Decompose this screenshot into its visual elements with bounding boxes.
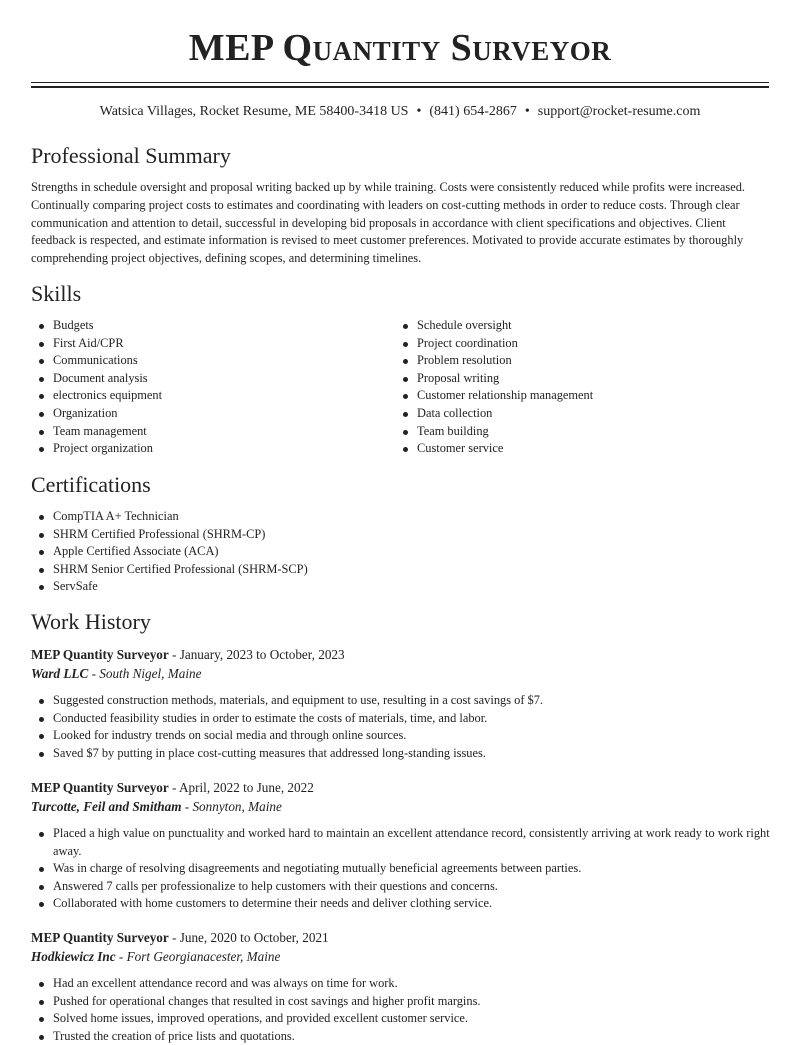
job-company-line [31,666,201,682]
contact-email: support@rocket-resume.com [537,104,701,119]
skill-item: Team management [31,423,391,441]
skills-list-right [395,317,765,458]
job-bullet: Pushed for operational changes that resulted in cost savings and higher profit margins. [31,993,771,1011]
job-company: Ward LLC [31,666,89,681]
skill-item: Organization [31,405,391,423]
certification-item: ServSafe [31,578,751,596]
contact-line [0,104,800,120]
job-bullet: Had an excellent attendance record and was always on time for work. [31,975,771,993]
contact-separator: • [416,104,422,119]
job-bullet: Was in charge of resolving disagreements and negotiating mutually beneficial agreements between parties. [31,860,771,878]
summary-heading: Professional Summary [31,143,231,168]
skill-item: First Aid/CPR [31,335,391,353]
job-bullet: Conducted feasibility studies in order to estimate the costs of materials, time, and labor. [31,710,771,728]
skill-item: Problem resolution [395,352,765,370]
skill-item: Customer relationship management [395,387,765,405]
job-bullets [31,692,771,762]
job-title-line [31,647,345,663]
certification-item: CompTIA A+ Technician [31,508,751,526]
summary-text: Strengths in schedule oversight and proposal writing backed up by while training. Costs were consistently reduced while profits were increased. Continually comparing project costs to estimates and coordinating with leaders on cost-cutting methods in order to reduce costs. Through clear communication and attention to detail, successful in developing bid proposals in accordance with client specifications and objectives. Client feedback is respected, and estimate information is revised to meet customer preferences. Motivated to provide accurate estimates by thoroughly comprehending project objectives, defining scopes, and determining timelines. [31,180,746,266]
job-bullet: Collaborated with home customers to determine their needs and deliver clothing service. [31,895,771,913]
skill-item: Proposal writing [395,370,765,388]
job-bullet: Answered 7 calls per professionalize to help customers with their questions and concerns. [31,878,771,896]
contact-address: Watsica Villages, Rocket Resume, ME 58400-3418 US [99,104,409,119]
job-company-line [31,799,282,815]
contact-separator: • [524,104,530,119]
skill-item: Data collection [395,405,765,423]
job-title: MEP Quantity Surveyor [31,647,169,662]
job-title: MEP Quantity Surveyor [31,780,169,795]
skill-item: electronics equipment [31,387,391,405]
job-company-line [31,949,280,965]
job-dates: - April, 2022 to June, 2022 [168,780,314,795]
title-divider-thick [31,86,769,88]
job-bullets [31,825,771,913]
skill-item: Schedule oversight [395,317,765,335]
skill-item: Document analysis [31,370,391,388]
skill-item: Communications [31,352,391,370]
certification-item: SHRM Senior Certified Professional (SHRM-SCP) [31,561,751,579]
work-history-heading: Work History [31,609,151,634]
job-bullet: Solved home issues, improved operations, and provided excellent customer service. [31,1010,771,1028]
job-title-line [31,780,314,796]
job-company: Hodkiewicz Inc [31,949,116,964]
job-bullet: Saved $7 by putting in place cost-cutting measures that addressed long-standing issues. [31,745,771,763]
job-dates: - June, 2020 to October, 2021 [168,930,329,945]
job-location: - Fort Georgianacester, Maine [115,949,281,964]
job-location: - Sonnyton, Maine [181,799,282,814]
skill-item: Project coordination [395,335,765,353]
certification-item: Apple Certified Associate (ACA) [31,543,751,561]
job-bullet: Looked for industry trends on social media and through online sources. [31,727,771,745]
job-company: Turcotte, Feil and Smitham [31,799,182,814]
skills-heading: Skills [31,281,82,306]
skill-item: Project organization [31,440,391,458]
certifications-heading: Certifications [31,472,151,497]
resume-title: MEP Quantity Surveyor [188,27,612,69]
job-location: - South Nigel, Maine [88,666,202,681]
skills-list-left [31,317,391,458]
job-bullet: Trusted the creation of price lists and quotations. [31,1028,771,1045]
job-bullet: Suggested construction methods, materials, and equipment to use, resulting in a cost savings of $7. [31,692,771,710]
certifications-list [31,508,751,596]
skill-item: Customer service [395,440,765,458]
certification-item: SHRM Certified Professional (SHRM-CP) [31,526,751,544]
job-bullet: Placed a high value on punctuality and worked hard to maintain an excellent attendance record, consistently arriving at work ready to work right away. [31,825,771,860]
skill-item: Team building [395,423,765,441]
job-title-line [31,930,329,946]
title-divider-thin [31,82,769,83]
job-bullets [31,975,771,1045]
contact-phone: (841) 654-2867 [429,104,517,119]
job-title: MEP Quantity Surveyor [31,930,169,945]
job-dates: - January, 2023 to October, 2023 [168,647,345,662]
skill-item: Budgets [31,317,391,335]
